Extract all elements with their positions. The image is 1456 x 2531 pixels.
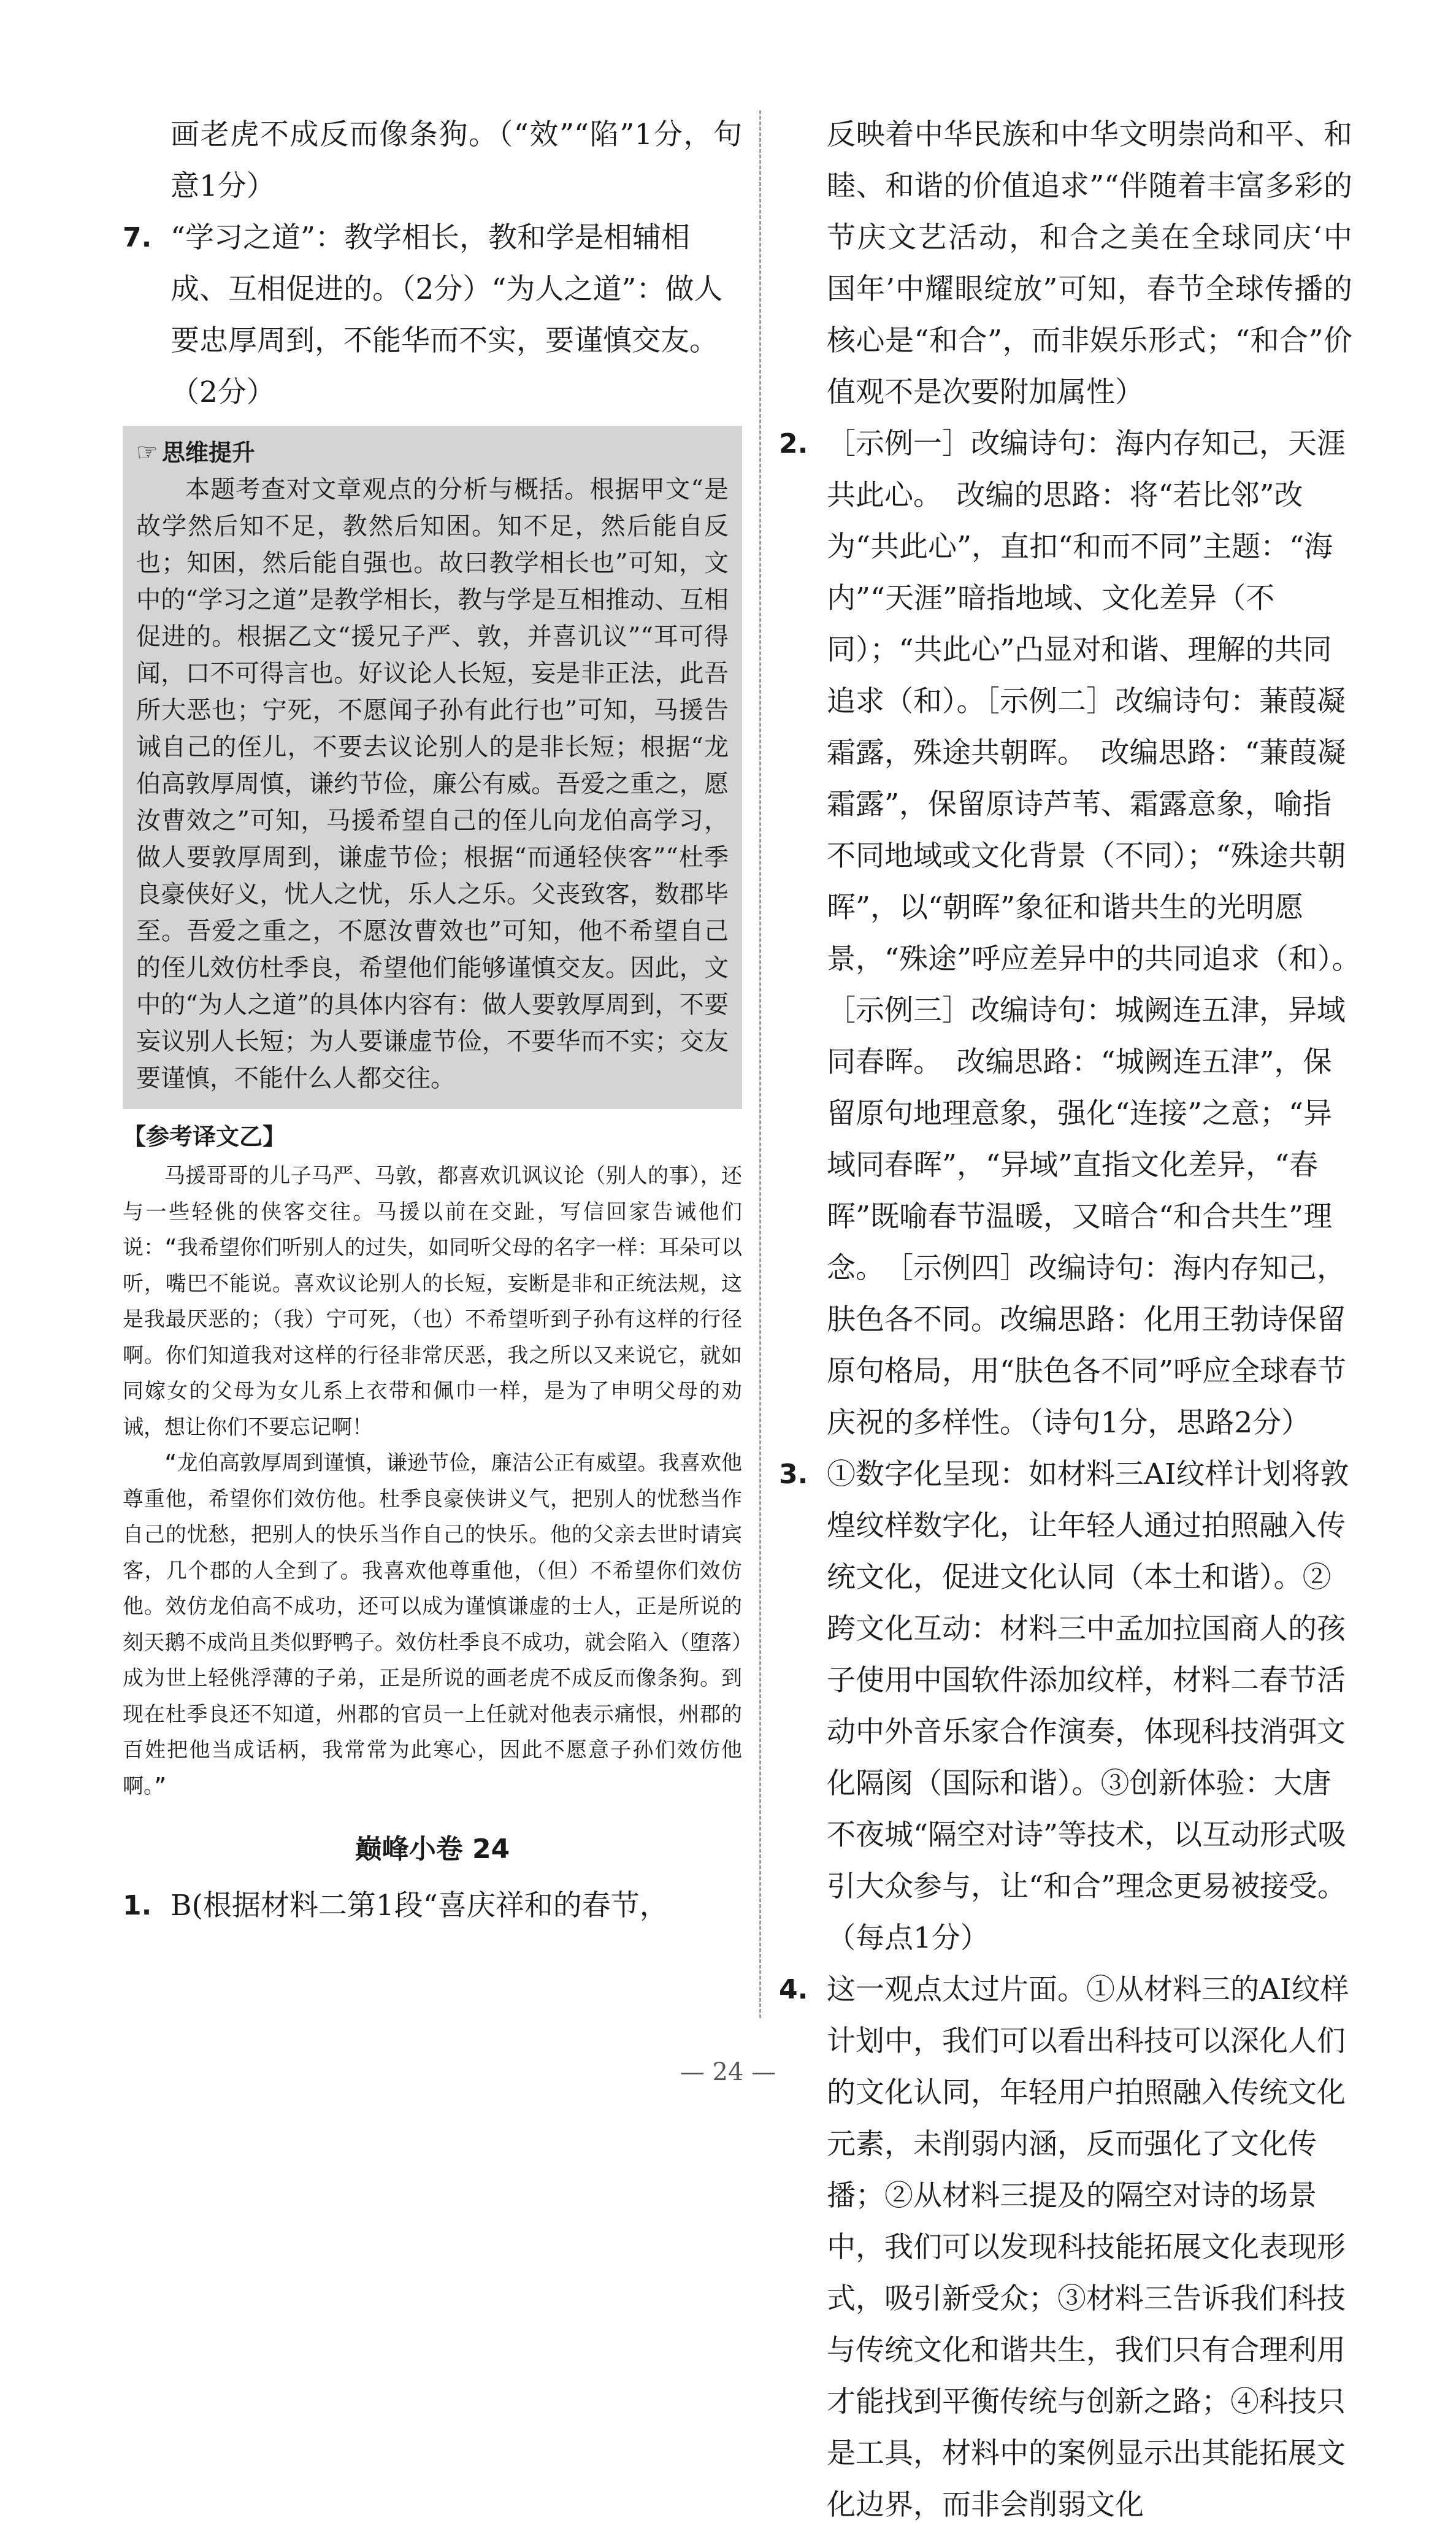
answer-number: 4. (779, 1974, 808, 2005)
section-title: 巅峰小卷 24 (354, 1834, 510, 1865)
reference-paragraph: “龙伯高敦厚周到谨慎，谦逊节俭，廉洁公正有威望。我喜欢他尊重他，希望你们效仿他。杜季良豪侠讲义气，把别人的忧愁当作自己的忧愁，把别人的快乐当作自己的快乐。他的父亲去世时请宾客，几个郡的人全到了。我喜欢他尊重他，（但）不希望你们效仿他。效仿龙伯高不成功，还可以成为谨慎谦虚的士人，正是所说的刻天鹅不成尚且类似野鸭子。效仿杜季良不成功，就会陷入（堕落）成为世上轻佻浮薄的子弟，正是所说的画老虎不成反而像条狗。到现在杜季良还不知道，州郡的官员一上任就对他表示痛恨，州郡的百姓把他当成话柄，我常常为此寒心，因此不愿意子孙们效仿他啊。” (123, 1451, 742, 1799)
answer-number: 2. (779, 428, 808, 459)
answer-3 (779, 1449, 1352, 1964)
answer-2 (779, 418, 1376, 1449)
answer-7 (123, 212, 742, 418)
thumbs-up-icon: ☞ (136, 439, 158, 467)
left-column (123, 109, 742, 1932)
answer-text: ［示例一］改编诗句：海内存知己，天涯共此心。 改编的思路：将“若比邻”改为“共此心”，直扣“和而不同”主题：“海内”“天涯”暗指地域、文化差异（不同）；“共此心”凸显对和谐、理解的共同追求（和）。［示例二］改编诗句：蒹葭凝霜露，殊途共朝晖。 改编思路：“蒹葭凝霜露”，保留原诗芦苇、霜露意象，喻指不同地域或文化背景（不同）；“殊途共朝晖”，以“朝晖”象征和谐共生的光明愿景，“殊途”呼应差异中的共同追求（和）。 ［示例三］改编诗句：城阙连五津，异域同春晖。 改编思路：“城阙连五津”，保留原句地理意象，强化“连接”之意；“异域同春晖”，“异域”直指文化差异，“春晖”既喻春节温暖，又暗合“和合共生”理念。 ［示例四］改编诗句：海内存知己，肤色各不同。改编思路：化用王勃诗保留原句格局，用“肤色各不同”呼应全球春节庆祝的多样性。（诗句1分，思路2分） (827, 427, 1376, 1440)
answer-text: 这一观点太过片面。①从材料三的AI纹样计划中，我们可以看出科技可以深化人们的文化认同，年轻用户拍照融入传统文化元素，未削弱内涵，反而强化了文化传播；②从材料三提及的隔空对诗的场景中，我们可以发现科技能拓展文化表现形式，吸引新受众；③材料三告诉我们科技与传统文化和谐共生，我们只有合理利用才能找到平衡传统与创新之路；④科技只是工具，材料中的案例显示出其能拓展文化边界，而非会削弱文化 (827, 1973, 1349, 2522)
thinking-title: 思维提升 (161, 439, 255, 466)
answer-6-continuation: 画老虎不成反而像条狗。（“效”“陷”1分，句意1分） (171, 118, 742, 203)
answer-text: ①数字化呈现：如材料三AI纹样计划将敦煌纹样数字化，让年轻人通过拍照融入传统文化，促进文化认同（本土和谐）。②跨文化互动：材料三中孟加拉国商人的孩子使用中国软件添加纹样，材料二春节活动中外音乐家合作演奏，体现科技消弭文化隔阂（国际和谐）。③创新体验：大唐不夜城“隔空对诗”等技术，以互动形式吸引大众参与，让“和合”理念更易被接受。（每点1分） (827, 1458, 1349, 1955)
thinking-header (136, 434, 729, 471)
answer-1 (123, 1880, 742, 1932)
answer-number: 7. (123, 222, 152, 253)
right-column (779, 109, 1376, 2531)
reference-paragraph: 马援哥哥的儿子马严、马敦，都喜欢讥讽议论（别人的事），还与一些轻佻的侠客交往。马援以前在交趾，写信回家告诫他们说：“我希望你们听别人的过失，如同听父母的名字一样：耳朵可以听，嘴巴不能说。喜欢议论别人的长短，妄断是非和正统法规，这是我最厌恶的；（我）宁可死，（也）不希望听到子孙有这样的行径啊。你们知道我对这样的行径非常厌恶，我之所以又来说它，就如同嫁女的父母为女儿系上衣带和佩巾一样，是为了申明父母的劝诫，想让你们不要忘记啊！ (123, 1164, 742, 1440)
column-divider (759, 110, 761, 2018)
thinking-body: 本题考查对文章观点的分析与概括。根据甲文“是故学然后知不足，教然后知困。知不足，然后能自反也；知困，然后能自强也。故曰教学相长也”可知，文中的“学习之道”是教学相长，教与学是互相推动、互相促进的。根据乙文“援兄子严、敦，并喜讥议”“耳可得闻，口不可得言也。好议论人长短，妄是非正法，此吾所大恶也；宁死，不愿闻子孙有此行也”可知，马援告诫自己的侄儿，不要去议论别人的是非长短；根据“龙伯高敦厚周慎，谦约节俭，廉公有威。吾爱之重之，愿汝曹效之”可知，马援希望自己的侄儿向龙伯高学习，做人要敦厚周到，谦虚节俭；根据“而通轻侠客”“杜季良豪侠好义，忧人之忧，乐人之乐。父丧致客，数郡毕至。吾爱之重之，不愿汝曹效也”可知，他不希望自己的侄儿效仿杜季良，希望他们能够谨慎交友。因此，文中的“为人之道”的具体内容有：做人要敦厚周到，不要妄议别人长短；为人要谦虚节俭，不要华而不实；交友要谨慎，不能什么人都交往。 (136, 475, 729, 1093)
answer-number: 3. (779, 1459, 808, 1490)
answer-4 (779, 1964, 1352, 2531)
answer-text: B(根据材料二第1段“喜庆祥和的春节， (171, 1889, 669, 1922)
reference-title: 【参考译文乙】 (123, 1123, 286, 1150)
page-number: — 24 — (680, 2058, 776, 2086)
thinking-box (123, 426, 742, 1109)
answer-text: “学习之道”：教学相长，教和学是相辅相成、互相促进的。（2分）“为人之道”：做人要忠厚周到，不能华而不实，要谨慎交友。（2分） (171, 221, 723, 409)
answer-1-continuation: 反映着中华民族和中华文明崇尚和平、和睦、和谐的价值追求”“伴随着丰富多彩的节庆文艺活动，和合之美在全球同庆‘中国年’中耀眼绽放”可知，春节全球传播的核心是“和合”，而非娱乐形式；“和合”价值观不是次要附加属性） (827, 118, 1352, 409)
answer-number: 1. (123, 1890, 152, 1921)
